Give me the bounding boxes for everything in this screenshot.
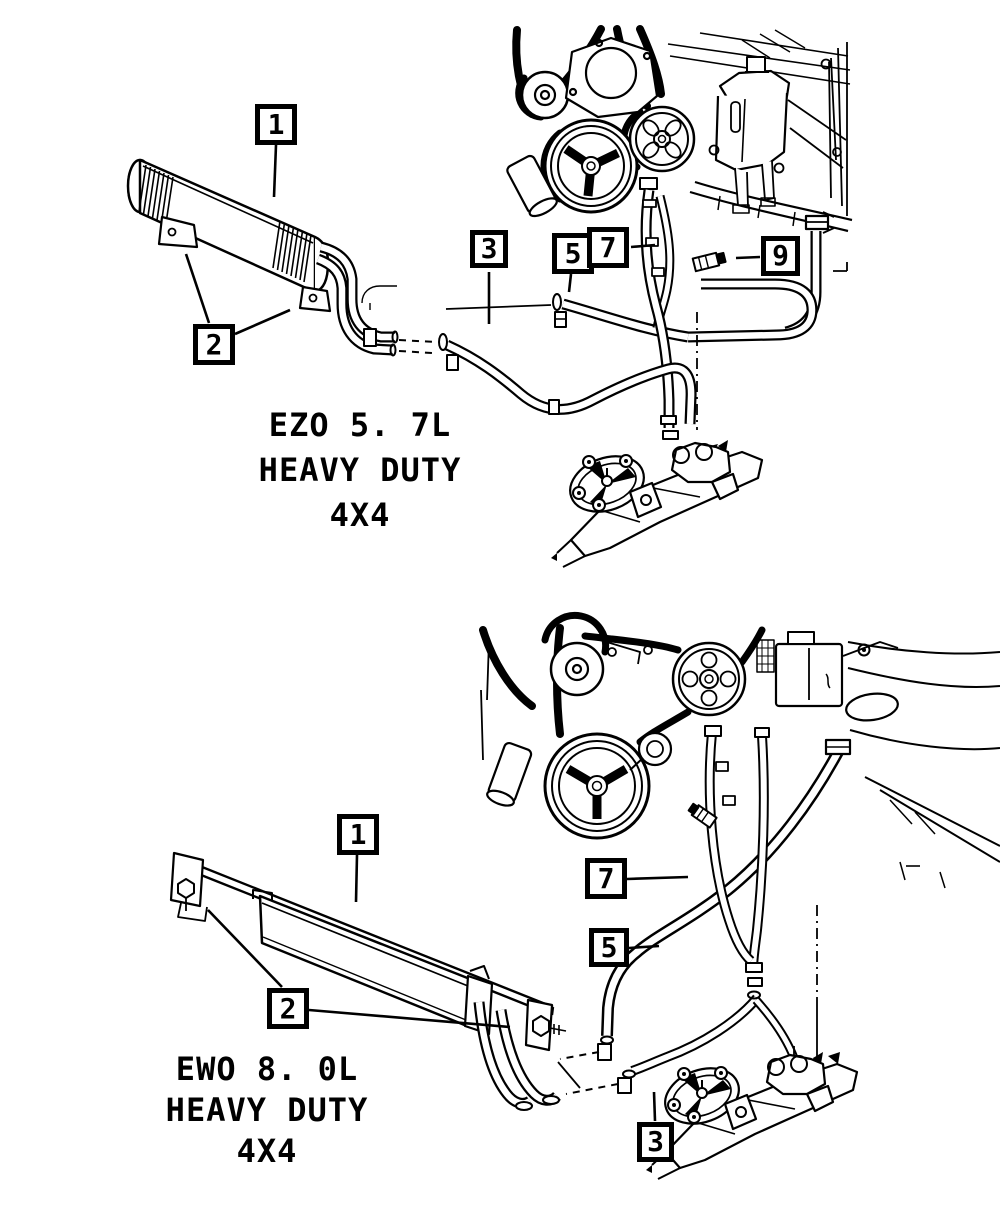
engine-front-top: [506, 29, 852, 233]
callout-top-3[interactable]: 3: [470, 230, 508, 268]
callout-bottom-2[interactable]: 2: [267, 988, 309, 1029]
caption-ezo-57l: [220, 403, 500, 538]
caption-ewo-80l: [127, 1049, 407, 1172]
caption-ewo-line2: HEAVY DUTY: [165, 1091, 369, 1129]
caption-ewo-line1: EWO 8. 0L: [175, 1050, 359, 1088]
caption-ezo-line2: HEAVY DUTY: [258, 451, 462, 489]
engine-front-bottom: [481, 615, 1000, 888]
steering-gear: [551, 440, 762, 567]
callout-top-9[interactable]: 9: [761, 236, 800, 276]
callout-bottom-7[interactable]: 7: [585, 858, 627, 899]
callout-bottom-3[interactable]: 3: [637, 1122, 674, 1162]
callout-bottom-1[interactable]: 1: [337, 814, 379, 855]
callout-top-7[interactable]: 7: [587, 227, 629, 268]
callout-top-1[interactable]: 1: [255, 104, 297, 145]
callout-bottom-5[interactable]: 5: [589, 928, 629, 967]
caption-ezo-line3: 4X4: [329, 496, 391, 534]
caption-ezo-line1: EZO 5. 7L: [268, 406, 452, 444]
caption-ewo-line3: 4X4: [236, 1132, 298, 1170]
callout-top-2[interactable]: 2: [193, 324, 235, 365]
pressure-switch-top: [693, 251, 726, 271]
ps-cooler-top: [128, 160, 436, 356]
callout-top-5[interactable]: 5: [552, 233, 594, 274]
